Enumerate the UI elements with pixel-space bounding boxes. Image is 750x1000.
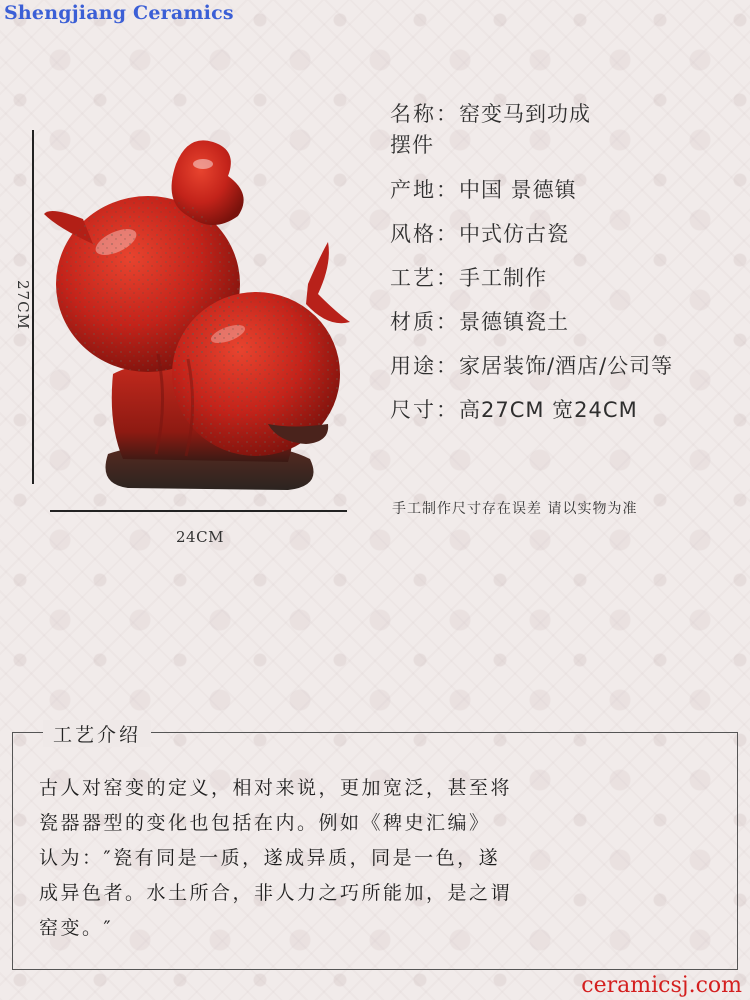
spec-value: 家居装饰/酒店/公司等 — [459, 354, 674, 378]
watermark-logo-bottom: ceramicsj.com — [581, 973, 742, 998]
craft-text-line: 认为：″瓷有同是一质，遂成异质，同是一色，遂 — [39, 847, 501, 869]
height-dimension-label: 27CM — [14, 280, 32, 330]
spec-key: 产地： — [390, 178, 459, 202]
spec-row-style — [390, 212, 745, 256]
spec-row-craft — [390, 256, 745, 300]
craft-text-line: 古人对窑变的定义，相对来说，更加宽泛，甚至将 — [39, 777, 513, 799]
spec-list — [390, 92, 745, 432]
width-dimension-line — [50, 510, 347, 512]
craft-intro-box — [12, 724, 738, 970]
spec-key: 尺寸： — [390, 398, 459, 422]
size-disclaimer-note: 手工制作尺寸存在误差 请以实物为准 — [392, 501, 638, 517]
spec-row-material — [390, 300, 745, 344]
spec-value: 手工制作 — [459, 266, 547, 290]
spec-key: 风格： — [390, 222, 459, 246]
craft-intro-text — [39, 771, 729, 946]
spec-value: 摆件 — [390, 133, 434, 157]
craft-text-line: 窑变。″ — [39, 917, 114, 939]
spec-value: 景德镇瓷土 — [459, 310, 569, 334]
spec-row-usage — [390, 344, 745, 388]
spec-key: 名称： — [390, 102, 459, 126]
spec-key: 工艺： — [390, 266, 459, 290]
width-dimension-label: 24CM — [176, 528, 224, 546]
spec-row-origin — [390, 168, 745, 212]
product-image-ox-figurine — [38, 124, 358, 496]
watermark-logo-top: Shengjiang Ceramics — [4, 2, 234, 24]
craft-intro-title: 工艺介绍 — [43, 720, 151, 747]
spec-value: 中国 景德镇 — [459, 178, 577, 202]
spec-row-size — [390, 388, 745, 432]
spec-value: 高27CM 宽24CM — [459, 398, 638, 422]
spec-key: 用途： — [390, 354, 459, 378]
spec-key: 材质： — [390, 310, 459, 334]
height-dimension-line — [32, 130, 34, 484]
spec-value: 窑变马到功成 — [459, 102, 591, 126]
craft-text-line: 成异色者。水土所合，非人力之巧所能加，是之谓 — [39, 882, 513, 904]
spec-value: 中式仿古瓷 — [459, 222, 569, 246]
craft-text-line: 瓷器器型的变化也包括在内。例如《稗史汇编》 — [39, 812, 491, 834]
